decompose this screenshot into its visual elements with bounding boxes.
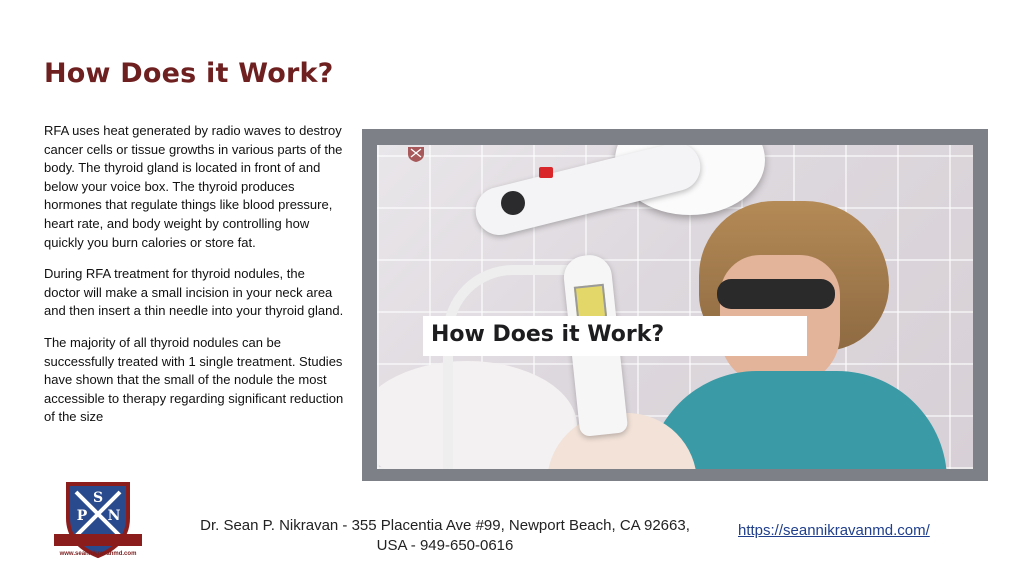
protective-goggles: [717, 279, 835, 309]
slide-title: How Does it Work?: [44, 58, 334, 89]
treatment-photo: [377, 145, 973, 469]
clinician-scrubs: [647, 371, 947, 469]
shield-letter-s: S: [92, 490, 104, 506]
photo-caption: How Does it Work?: [431, 322, 665, 347]
shield-letter-p: P: [76, 508, 88, 524]
paragraph-rfa-intro: RFA uses heat generated by radio waves to destroy cancer cells or tissue growths in various parts of the body. The thyroid gland is located in front of and below your voice box. The thyroid produces hormones that regulate things like blood pressure, heart rate, and body weight by controlling how quickly you burn calories or store fat.: [44, 123, 343, 250]
clinic-shield-logo-icon: [48, 478, 148, 562]
address-line-1: Dr. Sean P. Nikravan - 355 Placentia Ave #99, Newport Beach, CA 92663,: [200, 517, 690, 534]
equipment-cable: [443, 265, 573, 469]
body-text: [44, 122, 344, 440]
logo-url-text: www.seannikravanmd.com: [59, 551, 137, 557]
equipment-indicator: [539, 167, 553, 178]
paragraph-treatment-outcome: The majority of all thyroid nodules can be successfully treated with 1 single treatment. Studies have shown that the small of the nodule the most accessible to therapy regarding significant reduction of the size: [44, 334, 344, 425]
paragraph-rfa-procedure: During RFA treatment for thyroid nodules, the doctor will make a small incision in your neck area and then insert a thin needle into your thyroid gland.: [44, 266, 344, 319]
shield-letter-n: N: [107, 508, 121, 524]
photo-frame: [362, 129, 988, 481]
shield-logo-icon: [405, 145, 427, 163]
website-link[interactable]: https://seannikravanmd.com/: [738, 522, 930, 539]
footer-address: [180, 516, 710, 556]
photo-caption-box: [423, 316, 807, 356]
address-line-2: USA - 949-650-0616: [376, 537, 514, 554]
equipment-knob: [501, 191, 525, 215]
